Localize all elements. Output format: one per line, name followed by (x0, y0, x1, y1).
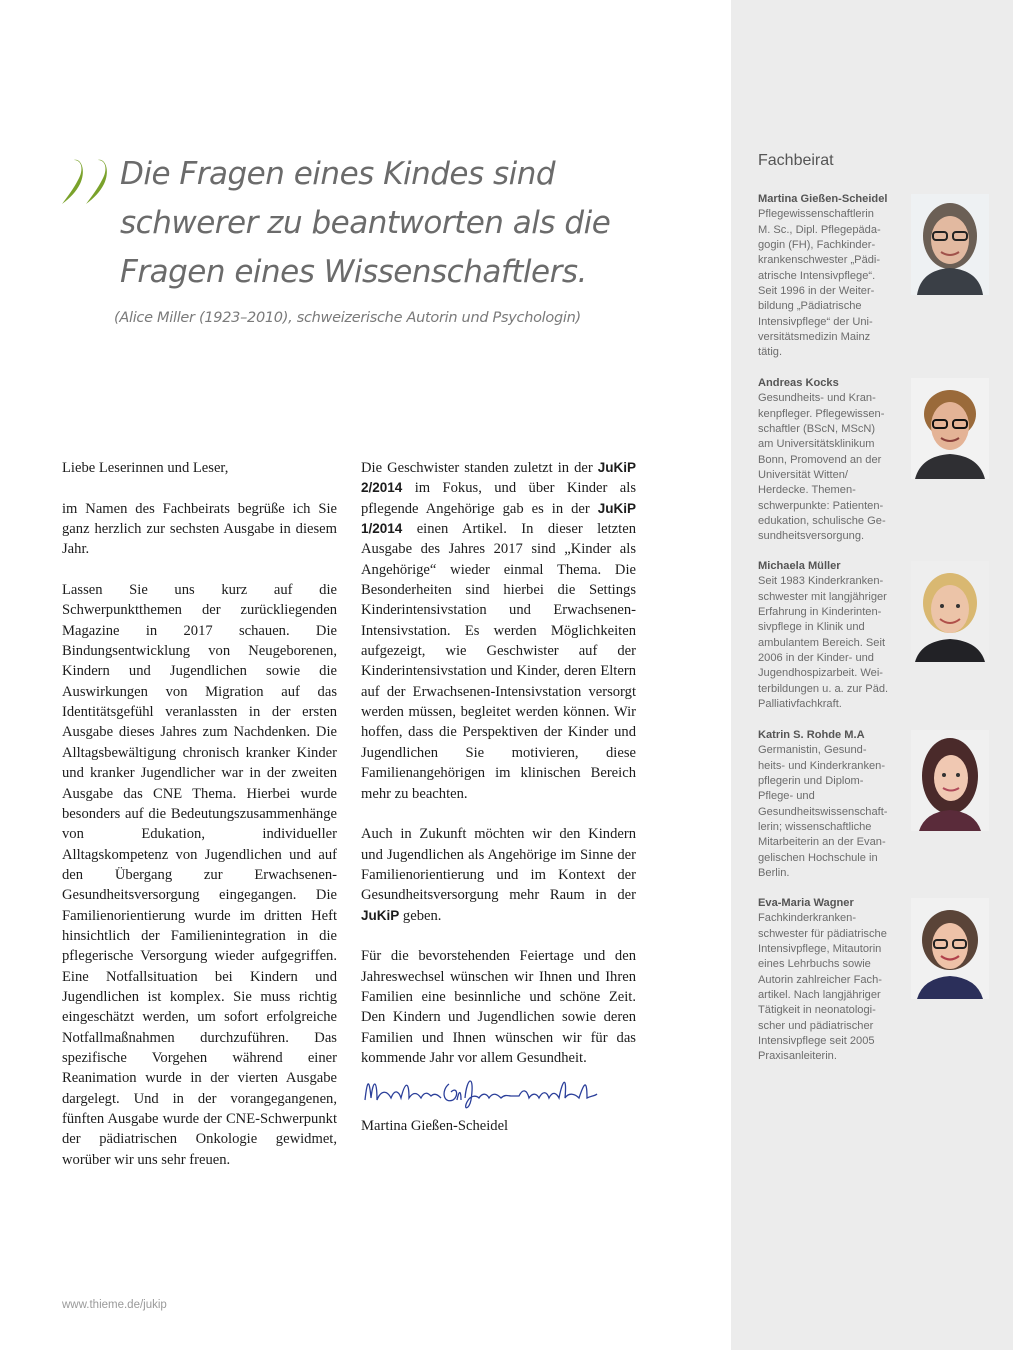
letter-paragraph: Lassen Sie uns kurz auf die Schwerpunktthemen der zurückliegenden Magazine in 2017 schauen. Die Bindungsentwicklung von Neugeborenen, Kindern und Jugendlichen sowie die Auswirkungen von Migration auf das Identitätsgefühl veranlassten in der ersten Ausgabe dieses Jahres zum Nachdenken. Die Alltagsbewältigung chronisch kranker Kinder und kranker Jugendlicher war in der zweiten Ausgabe das CNE Thema. Hierbei wurde besonders auf die Bedeutungszusammenhänge von Edukation, individueller Alltagskompetenz von Jugendlichen und auf den Übergang zur Erwachsenen-Gesundheitsversorgung eingegangen. Die Familienorientierung wurde im dritten Heft hinsichtlich der Familienintegration in die pflegerische Versorgung wieder aufgegriffen. Eine Notfallsituation bei Kindern und Jugendlichen ist komplex. Sie muss richtig eingeschätzt werden, um sofort erfolgreiche Notfallmaßnahmen durchzuführen. Das spezifische Vorgehen während einer Reanimation wurde in der vierten Ausgabe dargelegt. Und in der vorangegangenen, fünften Ausgabe wurde der CNE-Schwerpunkt der pädiatrischen Onkologie gewidmet, worüber wir uns sehr freuen. (62, 582, 337, 1168)
bio-line: eines Lehrbuchs sowie (758, 958, 871, 971)
bio-line: sundheitsversorgung. (758, 530, 865, 543)
bio-line: Seit 1983 Kinderkranken- (758, 575, 884, 588)
bio-line: Berlin. (758, 867, 790, 880)
member-photo (911, 561, 989, 662)
bio-line: tätig. (758, 346, 783, 359)
board-member (758, 896, 1003, 1065)
quotation-mark-icon (60, 152, 112, 212)
bio-line: schwerpunkte: Patienten- (758, 499, 884, 512)
member-bio (758, 743, 900, 881)
bio-line: kenpfleger. Pflegewissen- (758, 407, 885, 420)
bio-line: 2006 in der Kinder- und (758, 652, 874, 665)
bio-line: sivpflege in Klinik und (758, 621, 865, 634)
bio-line: edukation, schulische Ge- (758, 515, 886, 528)
bio-line: Mitarbeiterin an der Evan- (758, 836, 886, 849)
journal-reference: JuKiP 1/2014 (361, 500, 636, 537)
bio-line: Tätigkeit in neonatologi- (758, 1004, 876, 1017)
board-member (758, 192, 1003, 361)
text-run: im Fokus, und über Kinder als pflegende Angehörige gab es in der (361, 480, 636, 517)
bio-line: Jugendhospizarbeit. Wei- (758, 667, 883, 680)
bio-line: gogin (FH), Fachkinder- (758, 239, 876, 252)
bio-line: scher und pädiatrischer (758, 1019, 874, 1032)
bio-line: Herdecke. Themen- (758, 484, 856, 497)
member-photo (911, 898, 989, 999)
letter-signer: Martina Gießen-Scheidel (361, 1118, 509, 1135)
member-name: Katrin S. Rohde M.A (758, 729, 865, 741)
bio-line: Pflegewissenschaftlerin (758, 208, 874, 221)
bio-line: Autorin zahlreicher Fach- (758, 973, 882, 986)
bio-line: Intensivpflege seit 2005 (758, 1035, 875, 1048)
text-run: Auch in Zukunft möchten wir den Kindern und Jugendlichen als Angehörige im Sinne der Familienorientierung und im Kontext der Gesundheitsversorgung mehr Raum in der (361, 826, 636, 904)
journal-reference: JuKiP (361, 907, 400, 923)
text-run: einen Artikel. In dieser letzten Ausgabe des Jahres 2017 sind „Kinder als Angehörige“ wieder einmal Thema. Die Besonderheiten sind hierbei die Settings Kinderintensivstation und Erwachsenen-Intensivstation. Es werden Möglichkeiten aufgezeigt, wie Geschwister auf der Kinderintensivstation und Kinder, deren Eltern auf der Erwachsenen-Intensivstation versorgt werden müssen, begleitet werden können. Wir hoffen, dass die Perspektiven der Kinder und Jugendlichen Sie motivieren, diese Familienangehörigen im klinischen Bereich mehr zu beachten. (361, 521, 636, 802)
handwritten-signature (361, 1070, 601, 1112)
quote-line: Die Fragen eines Kindes sind (120, 156, 556, 192)
journal-reference: JuKiP 2/2014 (361, 460, 636, 496)
pull-quote (120, 150, 720, 297)
bio-line: Universität Witten/ (758, 469, 849, 482)
bio-line: am Universitätsklinikum (758, 438, 875, 451)
member-photo (911, 378, 989, 479)
bio-line: schaftler (BScN, MScN) (758, 423, 876, 436)
bio-line: pflegerin und Diplom- (758, 775, 864, 788)
advisory-board-title: Fachbeirat (758, 152, 834, 169)
bio-line: Intensivpflege, Mitautorin (758, 943, 882, 956)
bio-line: Pflege- und (758, 790, 815, 803)
bio-line: Gesundheitswissenschaft- (758, 805, 888, 818)
bio-line: gelischen Hochschule in (758, 851, 878, 864)
member-name: Eva-Maria Wagner (758, 897, 854, 909)
bio-line: Bonn, Promovend an der (758, 453, 882, 466)
letter-paragraph: Für die bevorstehenden Feiertage und den Jahreswechsel wünschen wir Ihnen und Ihren Familien eine besinnliche und schöne Zeit. Den Kindern und Jugendlichen sowie deren Familien und Ihnen wünschen wir für das kommende Jahr vor allem Gesundheit. (361, 948, 636, 1066)
bio-line: Germanistin, Gesund- (758, 744, 867, 757)
member-bio (758, 207, 900, 360)
bio-line: schwester für pädiatrische (758, 927, 887, 940)
bio-line: lerin; wissenschaftliche (758, 821, 872, 834)
bio-line: Seit 1996 in der Weiter- (758, 285, 875, 298)
quote-attribution: (Alice Miller (1923–2010), schweizerische Autorin und Psychologin) (114, 310, 581, 326)
board-member (758, 376, 1003, 545)
letter-column-left (62, 458, 337, 1190)
footer-url[interactable]: www.thieme.de/jukip (62, 1299, 167, 1311)
text-run: Die Geschwister standen zuletzt in der (361, 460, 593, 476)
bio-line: schwester mit langjähriger (758, 590, 887, 603)
bio-line: atrische Intensivpflege“. (758, 269, 876, 282)
member-bio (758, 574, 900, 712)
member-name: Andreas Kocks (758, 377, 839, 389)
bio-line: versitätsmedizin Mainz (758, 331, 871, 344)
board-member (758, 728, 1003, 881)
bio-line: M. Sc., Dipl. Pflegepäda- (758, 223, 881, 236)
board-member (758, 559, 1003, 712)
bio-line: heits- und Kinderkranken- (758, 759, 886, 772)
bio-line: Intensivpflege“ der Uni- (758, 315, 873, 328)
bio-line: Praxisanleiterin. (758, 1050, 837, 1063)
member-photo (911, 194, 989, 295)
quote-line: Fragen eines Wissenschaftlers. (120, 254, 587, 290)
letter-column-right (361, 458, 636, 1157)
quote-line: schwerer zu beantworten als die (120, 205, 611, 241)
bio-line: terbildungen u. a. zur Päd. (758, 682, 889, 695)
bio-line: ambulantem Bereich. Seit (758, 636, 886, 649)
member-name: Martina Gießen-Scheidel (758, 193, 888, 205)
bio-line: krankenschwester „Pädi- (758, 254, 881, 267)
bio-line: Palliativfachkraft. (758, 698, 842, 711)
member-name: Michaela Müller (758, 560, 841, 572)
member-photo (911, 730, 989, 831)
bio-line: Fachkinderkranken- (758, 912, 857, 925)
bio-line: artikel. Nach langjähriger (758, 989, 881, 1002)
bio-line: Erfahrung in Kinderinten- (758, 606, 882, 619)
text-run: geben. (402, 907, 442, 924)
letter-paragraph: im Namen des Fachbeirats begrüße ich Sie ganz herzlich zur sechsten Ausgabe in diesem Jahr. (62, 500, 337, 558)
bio-line: Gesundheits- und Kran- (758, 392, 876, 405)
bio-line: bildung „Pädiatrische (758, 300, 862, 313)
member-bio (758, 391, 900, 544)
member-bio (758, 911, 900, 1064)
letter-paragraph (361, 458, 636, 804)
letter-greeting: Liebe Leserinnen und Leser, (62, 460, 229, 476)
letter-paragraph (361, 824, 636, 926)
